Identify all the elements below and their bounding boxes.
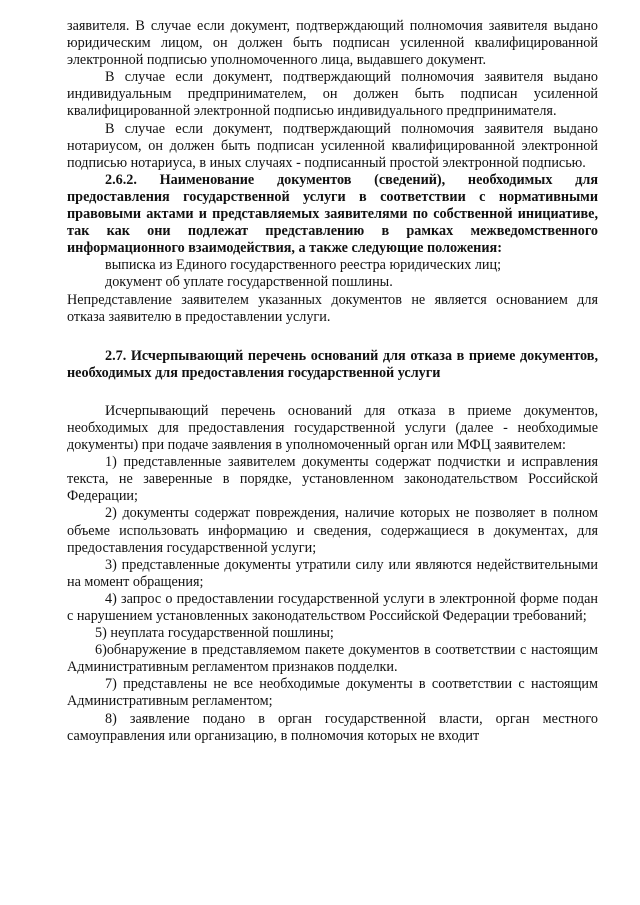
list-item-state-fee: документ об уплате государственной пошлины. bbox=[105, 274, 393, 291]
paragraph-intro-2-7: Исчерпывающий перечень оснований для отказа в приеме документов, необходимых для предоставления государственной услуги (далее - необходимые документы) при подаче заявления в уполномоченный орган или МФЦ заявителем: bbox=[67, 402, 598, 454]
reason-item: 2) документы содержат повреждения, наличие которых не позволяет в полном объеме использовать информацию и сведения, содержащиеся в документах, для предоставления государственной услуги; bbox=[67, 505, 598, 556]
reason-item: 5) неуплата государственной пошлины; bbox=[95, 625, 334, 642]
reason-item: 6)обнаружение в представляемом пакете документов в соответствии с настоящим Административным регламентом признаков подделки. bbox=[67, 642, 598, 676]
paragraph-nonsubmission: Непредставление заявителем указанных документов не является основанием для отказа заявителю в предоставлении услуги. bbox=[67, 291, 598, 325]
reason-item: 8) заявление подано в орган государственной власти, орган местного самоуправления или организацию, в полномочия которых не входит bbox=[67, 710, 598, 744]
paragraph-authority-legal-entity: заявителя. В случае если документ, подтверждающий полномочия заявителя выдано юридическим лицом, он должен быть подписан усиленной квалифицированной электронной подписью уполномоченного лица, выдавшего документ. bbox=[67, 18, 598, 69]
list-item-extract: выписка из Единого государственного реестра юридических лиц; bbox=[105, 257, 502, 274]
paragraph-authority-entrepreneur: В случае если документ, подтверждающий полномочия заявителя выдано индивидуальным предпринимателем, он должен быть подписан усиленной квалифицированной электронной подписью индивидуального предпринимателя. bbox=[67, 69, 598, 120]
paragraph-authority-notary: В случае если документ, подтверждающий полномочия заявителя выдано нотариусом, он должен быть подписан усиленной квалифицированной электронной подписью нотариуса, в иных случаях - подписанный простой электронной подписью. bbox=[67, 120, 598, 171]
section-2-7-title: 2.7. Исчерпывающий перечень оснований для отказа в приеме документов, необходимых для предоставления государственной услуги bbox=[67, 347, 598, 381]
reason-item: 7) представлены не все необходимые документы в соответствии с настоящим Административным регламентом; bbox=[67, 676, 598, 710]
heading-2-6-2: 2.6.2. Наименование документов (сведений), необходимых для предоставления государственной услуги в соответствии с нормативными правовыми актами и представляемых заявителями по собственной инициативе, так как они подлежат представлению в рамках межведомственного информационного взаимодействия, а также следующие положения: bbox=[67, 171, 598, 257]
reason-item: 3) представленные документы утратили силу или являются недействительными на момент обращения; bbox=[67, 556, 598, 590]
reason-item: 4) запрос о предоставлении государственной услуги в электронной форме подан с нарушением установленных законодательством Российской Федерации требований; bbox=[67, 590, 598, 624]
reason-item: 1) представленные заявителем документы содержат подчистки и исправления текста, не заверенные в порядке, установленном законодательством Российской Федерации; bbox=[67, 454, 598, 505]
